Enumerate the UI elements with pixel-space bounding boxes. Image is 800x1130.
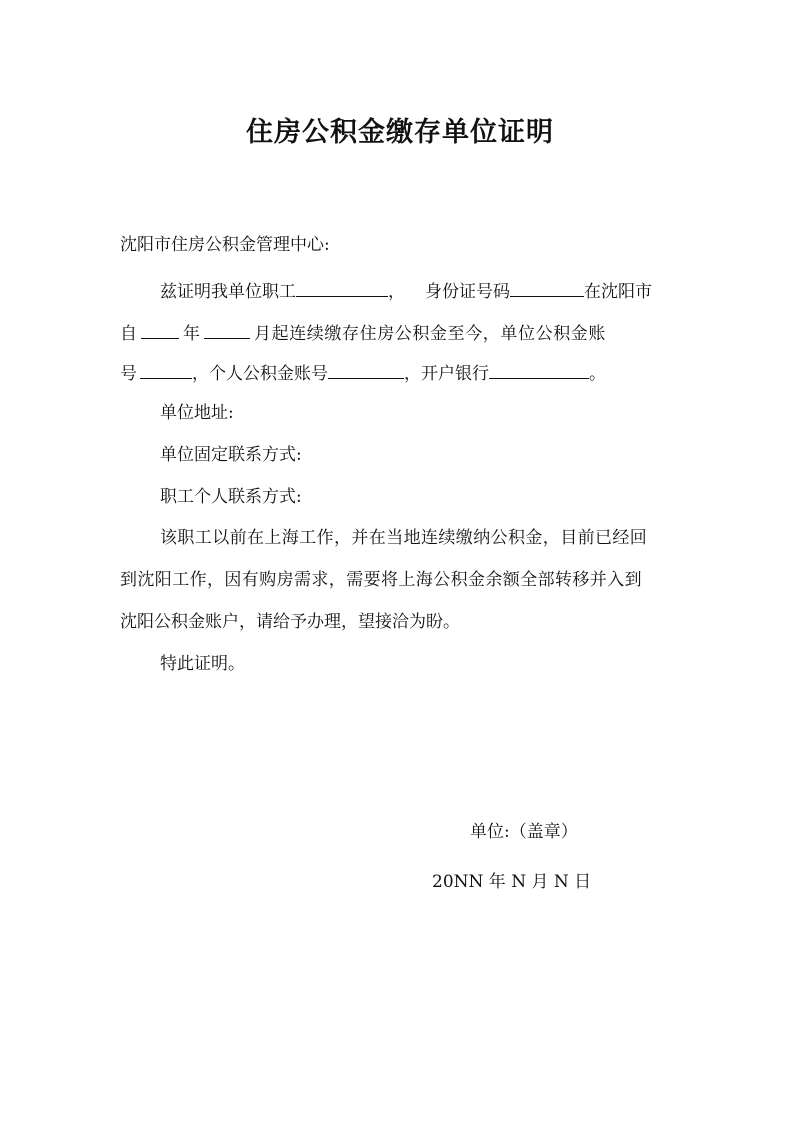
- personal-contact-label: 职工个人联系方式:: [160, 487, 302, 507]
- para1-text-b: ，: [388, 282, 405, 302]
- para2-line1: 该职工以前在上海工作，并在当地连续缴纳公积金，目前已经回: [160, 528, 648, 548]
- para1-text-j: ，开户银行: [404, 364, 489, 384]
- para1-text-f: 年: [183, 324, 200, 344]
- para1-text-e: 自: [120, 324, 137, 344]
- unit-phone-label: 单位固定联系方式:: [160, 445, 302, 465]
- document-title: 住房公积金缴存单位证明: [246, 117, 554, 148]
- bank-blank[interactable]: [489, 360, 589, 379]
- closing-text: 特此证明。: [160, 654, 245, 674]
- para1-text-i: ，个人公积金账号: [192, 364, 328, 384]
- signature-unit: 单位:（盖章）: [470, 822, 578, 842]
- id-number-blank[interactable]: [510, 278, 584, 297]
- para2-line2: 到沈阳工作，因有购房需求，需要将上海公积金余额全部转移并入到: [120, 570, 642, 590]
- para1-text-g: 月起连续缴存住房公积金至今，单位公积金账: [254, 324, 606, 344]
- para1-line2: [120, 320, 606, 345]
- employee-name-blank[interactable]: [296, 278, 388, 297]
- para1-text-c: 身份证号码: [425, 282, 510, 302]
- para2-line3: 沈阳公积金账户，请给予办理，望接洽为盼。: [120, 612, 460, 632]
- para1-text-a: 兹证明我单位职工: [160, 282, 296, 302]
- para1-text-d: 在沈阳市: [584, 282, 652, 302]
- month-blank[interactable]: [204, 320, 250, 339]
- unit-address-label: 单位地址:: [160, 403, 234, 423]
- para1-text-k: 。: [589, 364, 606, 384]
- addressee: 沈阳市住房公积金管理中心:: [120, 235, 330, 255]
- signature-date: 20NN 年 N 月 N 日: [432, 872, 592, 892]
- year-blank[interactable]: [141, 320, 179, 339]
- para1-line1: [160, 278, 652, 303]
- personal-account-blank[interactable]: [328, 360, 404, 379]
- unit-account-blank[interactable]: [140, 360, 192, 379]
- para1-line3: [120, 360, 606, 385]
- para1-text-h: 号: [120, 364, 137, 384]
